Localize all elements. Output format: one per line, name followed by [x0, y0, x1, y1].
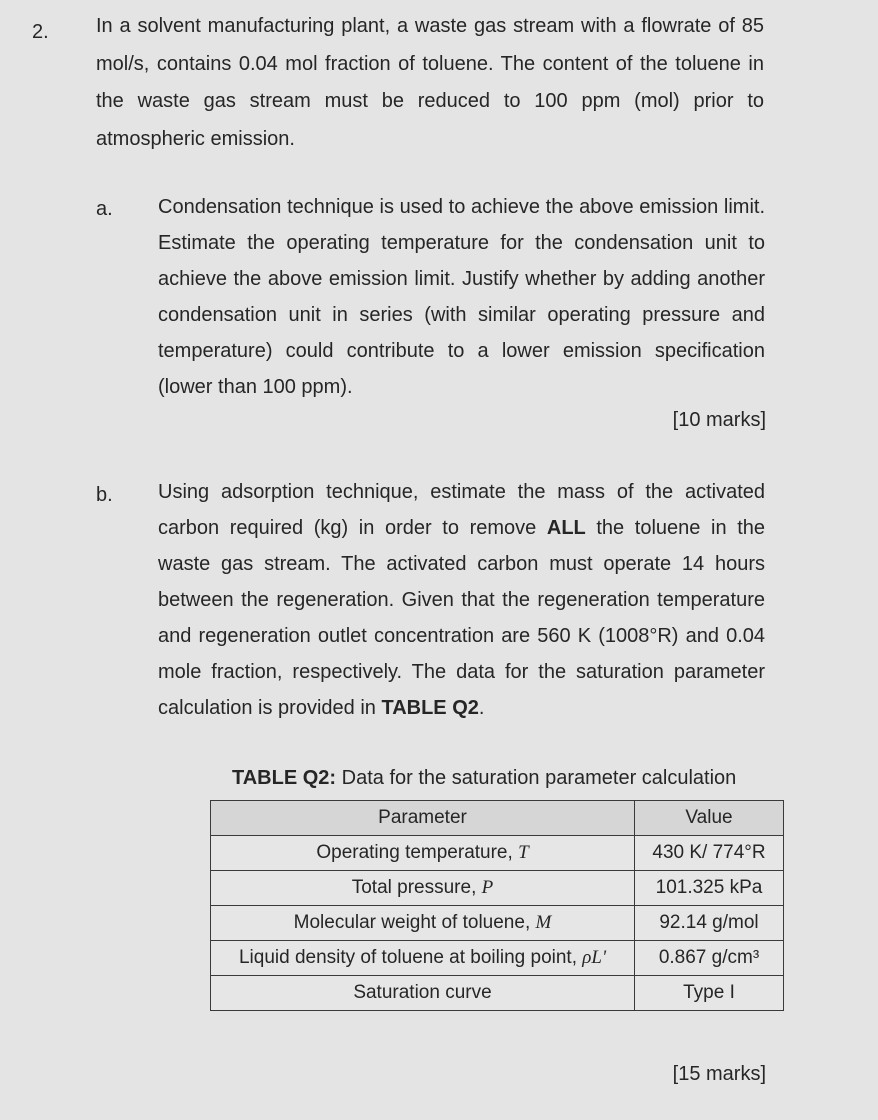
data-table: [210, 800, 784, 1011]
row-value: 430 K/ 774°R: [635, 836, 784, 871]
parameter-symbol: M: [535, 912, 552, 933]
row-value: Type I: [635, 976, 784, 1011]
part-b-text: [158, 474, 765, 726]
parameter-label: Operating temperature,: [316, 842, 519, 863]
row-parameter: [211, 871, 635, 906]
question-number: 2.: [32, 21, 49, 43]
part-a-label: a.: [96, 198, 113, 220]
question-intro-text: In a solvent manufacturing plant, a waste gas stream with a flowrate of 85 mol/s, contains 0.04 mol fraction of toluene. The content of the toluene in the waste gas stream must be reduced to 100 ppm (mol) prior to atmospheric emission.: [96, 15, 764, 150]
row-value: 0.867 g/cm³: [635, 941, 784, 976]
parameter-symbol: T: [518, 842, 529, 863]
part-b-text-2: the toluene in the waste gas stream. The activated carbon must operate 14 hours between the regeneration. Given that the regeneration temperature and regeneration outlet concentration are 560 K (1008°R) and 0.04 mole fraction, respectively. The data for the saturation parameter calculation is provided in: [158, 517, 765, 719]
part-b-text-3: .: [478, 697, 485, 719]
part-b-text-1: Using adsorption technique, estimate the mass of the activated carbon required (kg) in order to remove: [158, 481, 765, 539]
part-b-label: b.: [96, 484, 113, 506]
table-row: [211, 871, 784, 906]
header-value: Value: [635, 801, 784, 836]
row-parameter: [211, 976, 635, 1011]
parameter-symbol: ρL': [582, 947, 607, 968]
table-caption: [232, 764, 736, 792]
parameter-label: Liquid density of toluene at boiling point,: [238, 947, 583, 968]
question-intro: [96, 8, 764, 158]
table-row: [211, 976, 784, 1011]
part-b-emphasis-all: ALL: [546, 517, 586, 539]
part-b-marks: [15 marks]: [672, 1063, 766, 1085]
row-parameter: [211, 836, 635, 871]
parameter-symbol: P: [481, 877, 494, 898]
parameter-label: Saturation curve: [353, 982, 492, 1003]
table-header-row: [211, 801, 784, 836]
row-value: 92.14 g/mol: [635, 906, 784, 941]
part-b-text-block: [158, 474, 765, 726]
part-b-table-ref: TABLE Q2: [381, 697, 479, 719]
row-parameter: [211, 906, 635, 941]
row-value: 101.325 kPa: [635, 871, 784, 906]
parameter-label: Total pressure,: [351, 877, 482, 898]
parameter-label: Molecular weight of toluene,: [293, 912, 536, 933]
part-a-text: Condensation technique is used to achieve the above emission limit. Estimate the operating temperature for the condensation unit to achieve the above emission limit. Justify whether by adding another condensation unit in series (with similar operating pressure and temperature) could contribute to a lower emission specification (lower than 100 ppm).: [158, 196, 765, 398]
table-row: [211, 941, 784, 976]
part-a-marks: [10 marks]: [672, 409, 766, 431]
part-a-text-block: [158, 189, 765, 405]
header-parameter: Parameter: [211, 801, 635, 836]
table-caption-label: TABLE Q2:: [232, 767, 337, 789]
row-parameter: [211, 941, 635, 976]
table-row: [211, 836, 784, 871]
table-caption-text: Data for the saturation parameter calculation: [336, 767, 737, 789]
table-row: [211, 906, 784, 941]
